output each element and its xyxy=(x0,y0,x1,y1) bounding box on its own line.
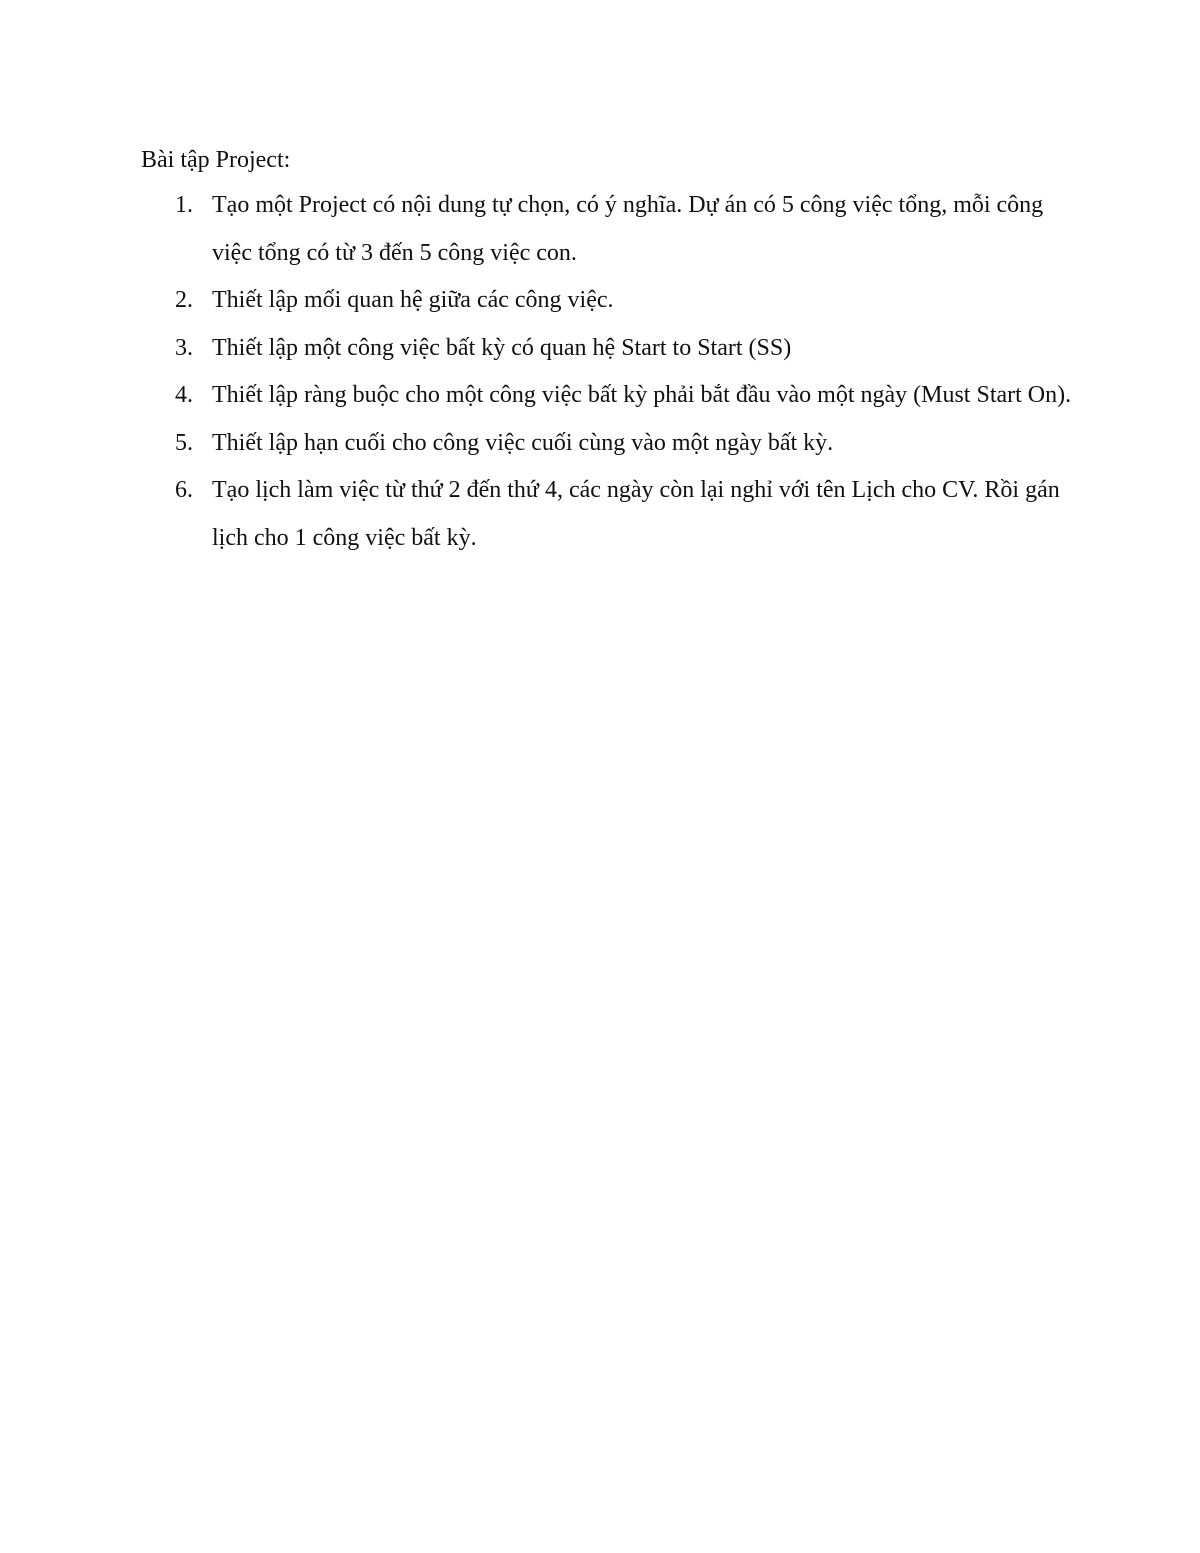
task-list xyxy=(141,182,1081,562)
task-item-4 xyxy=(141,372,1081,420)
document-heading: Bài tập Project: xyxy=(141,147,291,173)
task-text: Tạo lịch làm việc từ thứ 2 đến thứ 4, các ngày còn lại nghỉ với tên Lịch cho CV. Rồi gán lịch cho 1 công việc bất kỳ. xyxy=(212,477,1060,551)
task-text: Thiết lập mối quan hệ giữa các công việc. xyxy=(212,287,614,313)
task-item-6 xyxy=(141,467,1081,562)
task-number: 4. xyxy=(175,382,193,408)
task-text: Thiết lập một công việc bất kỳ có quan hệ Start to Start (SS) xyxy=(212,334,792,361)
task-text: Tạo một Project có nội dung tự chọn, có ý nghĩa. Dự án có 5 công việc tổng, mỗi công việc tổng có từ 3 đến 5 công việc con. xyxy=(212,192,1044,266)
task-item-5 xyxy=(141,420,1081,468)
task-number: 2. xyxy=(175,287,193,313)
task-number: 5. xyxy=(175,429,193,456)
task-number: 1. xyxy=(175,192,193,218)
task-item-2 xyxy=(141,277,1081,325)
task-item-1 xyxy=(141,182,1081,277)
task-number: 6. xyxy=(175,477,193,503)
task-text: Thiết lập hạn cuối cho công việc cuối cùng vào một ngày bất kỳ. xyxy=(212,429,834,456)
task-item-3 xyxy=(141,325,1081,373)
task-text: Thiết lập ràng buộc cho một công việc bất kỳ phải bắt đầu vào một ngày (Must Start On). xyxy=(212,382,1072,408)
document-body xyxy=(141,138,1081,562)
task-number: 3. xyxy=(175,334,193,361)
